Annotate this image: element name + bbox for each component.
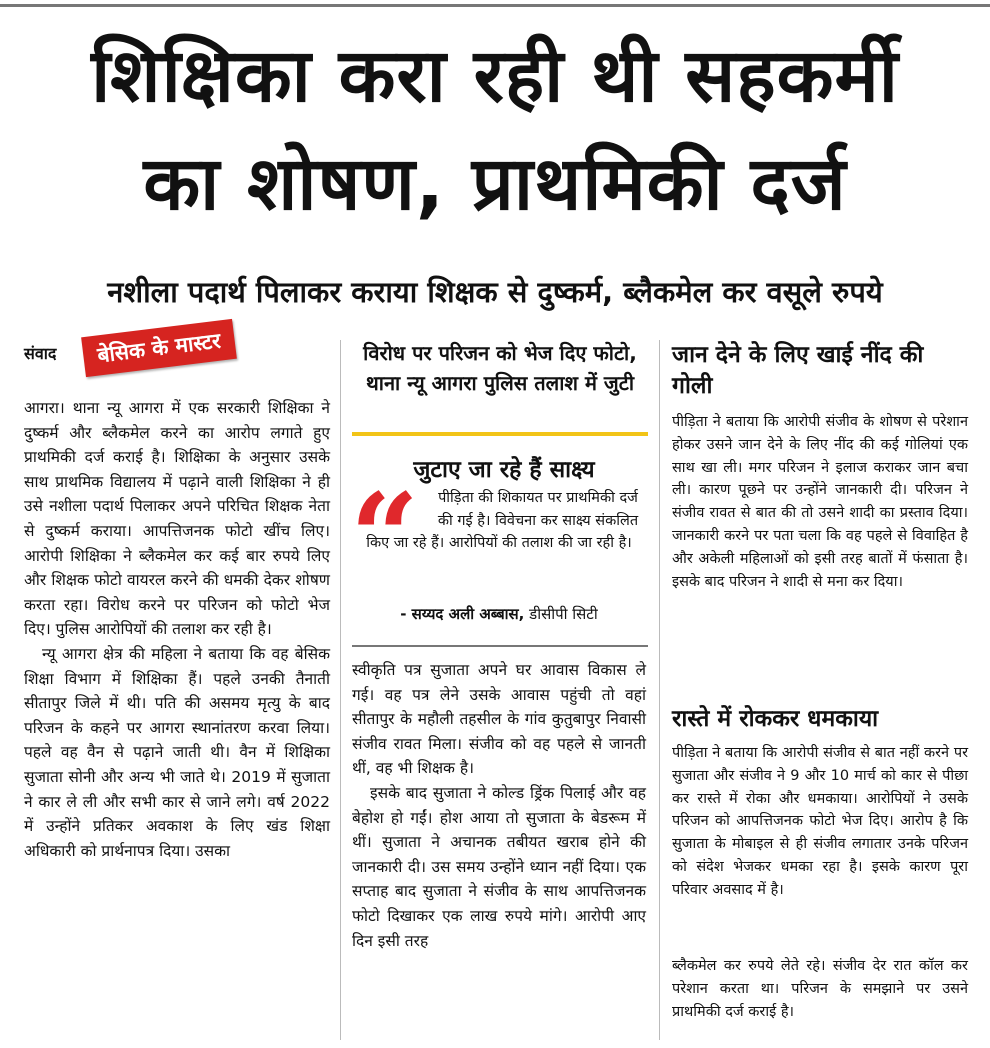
article-paragraph: आगरा। थाना न्यू आगरा में एक सरकारी शिक्षिका ने दुष्कर्म और ब्लैकमेल करने का आरोप लगाते हुए प्राथमिकी दर्ज कराई है। शिक्षिका के अनुसार उसके साथ प्राथमिक विद्यालय में पढ़ाने वाली शिक्षिका ने ही उसे नशीला पदार्थ पिलाकर अपने परिचित शिक्षक नेता से दुष्कर्म कराया। आपत्तिजनक फोटो खींच लिए। आरोपी शिक्षिका ने ब्लैकमेल कर कई बार रुपये लिए और शिक्षक फोटो वायरल करने की धमकी देकर शोषण करता रहा। विरोध करने पर परिजन को फोटो भेज दिए। पुलिस आरोपियों की तलाश कर रही है।	[24, 399, 330, 639]
quote-divider	[352, 645, 648, 647]
subheadline: नशीला पदार्थ पिलाकर कराया शिक्षक से दुष्कर्म, ब्लैकमेल कर वसूले रुपये	[107, 275, 883, 309]
yellow-rule	[352, 432, 648, 436]
quote-mark-icon: “	[350, 467, 420, 608]
article-column-3b	[672, 742, 968, 902]
section-tag: बेसिक के मास्टर	[81, 319, 237, 377]
quote-author-name: - सय्यद अली अब्बास,	[400, 605, 525, 623]
section-heading: जान देने के लिए खाई नींद की गोली	[672, 342, 924, 399]
article-column-2	[352, 658, 646, 953]
article-column-3	[672, 411, 968, 593]
quote-text-part: किए जा रहे हैं। आरोपियों की तलाश की जा रही है।	[366, 535, 632, 552]
middle-heading: विरोध पर परिजन को भेज दिए फोटो, थाना न्यू आगरा पुलिस तलाश में जुटी	[363, 341, 637, 395]
section-heading: रास्ते में रोककर धमकाया	[672, 706, 879, 732]
quote-author	[352, 604, 646, 624]
byline-label: संवाद	[24, 344, 57, 363]
article-paragraph: स्वीकृति पत्र सुजाता अपने घर आवास विकास ले गई। वह पत्र लेने उसके आवास पहुंची तो वहां सीतापुर के महौली तहसील के गांव कुतुबापुर निवासी संजीव रावत मिला। संजीव को वह पहले से जानती थीं, वह भी शिक्षक है।	[352, 661, 646, 778]
headline-line-1: शिक्षिका करा रही थी सहकर्मी	[91, 33, 899, 119]
quote-title: जुटाए जा रहे हैं साक्ष्य	[413, 457, 595, 483]
column-divider	[340, 340, 341, 1040]
headline	[0, 22, 990, 238]
quote-text	[352, 487, 646, 555]
article-paragraph: इसके बाद सुजाता ने कोल्ड ड्रिंक पिलाई और वह बेहोश हो गईं। होश आया तो सुजाता के बेडरूम में थीं। सुजाता ने अचानक तबीयत खराब होने की जानकारी दी। उस समय उन्होंने ध्यान नहीं दिया। एक सप्ताह बाद सुजाता ने संजीव के साथ आपत्तिजनक फोटो दिखाकर एक लाख रुपये मांगे। आरोपी आए दिन इसी तरह	[352, 783, 646, 950]
article-paragraph: पीड़िता ने बताया कि आरोपी संजीव से बात नहीं करने पर सुजाता और संजीव ने 9 और 10 मार्च को कार से पीछा कर रास्ते में रोका और धमकाया। आरोपियों ने उसके परिजन को आपत्तिजनक फोटो भेज दिए। आरोप है कि सुजाता के मोबाइल से ही संजीव लगातार उनके परिजन को संदेश भेजकर धमका रहा है। इसके कारण पूरा परिवार अवसाद में है।	[672, 745, 968, 898]
top-rule	[0, 4, 990, 7]
article-paragraph: ब्लैकमेल कर रुपये लेते रहे। संजीव देर रात कॉल कर परेशान करता था। परिजन के समझाने पर उसने प्राथमिकी दर्ज कराई है।	[672, 958, 968, 1020]
quote-author-role: डीसीपी सिटी	[529, 605, 598, 623]
column-divider	[659, 340, 660, 1040]
article-column-1	[24, 396, 330, 863]
quote-text-part: पीड़िता की शिकायत पर प्राथमिकी दर्ज की गई है। विवेचना कर साक्ष्य संकलित	[437, 490, 639, 529]
headline-line-2: का शोषण, प्राथमिकी दर्ज	[143, 141, 847, 227]
article-column-3c	[672, 955, 968, 1023]
article-paragraph: पीड़िता ने बताया कि आरोपी संजीव के शोषण से परेशान होकर उसने जान देने के लिए नींद की कई गोलियां एक साथ खा ली। मगर परिजन ने इलाज कराकर जान बचा ली। कारण पूछने पर उन्होंने जानकारी दी। परिजन ने संजीव रावत से बात की तो उसने शादी का प्रस्ताव दिया। जानकारी करने पर पता चला कि वह पहले से विवाहित है और अकेली महिलाओं को इसी तरह बातों में फंसाता है। इसके बाद परिजन ने शादी से मना कर दिया।	[672, 414, 968, 590]
article-paragraph: न्यू आगरा क्षेत्र की महिला ने बताया कि वह बेसिक शिक्षा विभाग में शिक्षिका हैं। पहले उनकी तैनाती सीतापुर जिले में थी। पति की असमय मृत्यु के बाद परिजन के कहने पर आगरा स्थानांतरण करवा लिया। पहले वह वैन से पढ़ाने जाती थी। वैन में शिक्षिका सुजाता सोनी और अन्य भी जाते थे। 2019 में सुजाता ने कार ले ली और सभी कार से जाने लगे। वर्ष 2022 में उन्होंने प्रतिकर अवकाश के लिए खंड शिक्षा अधिकारी को प्रार्थनापत्र दिया। उसका	[24, 644, 330, 860]
